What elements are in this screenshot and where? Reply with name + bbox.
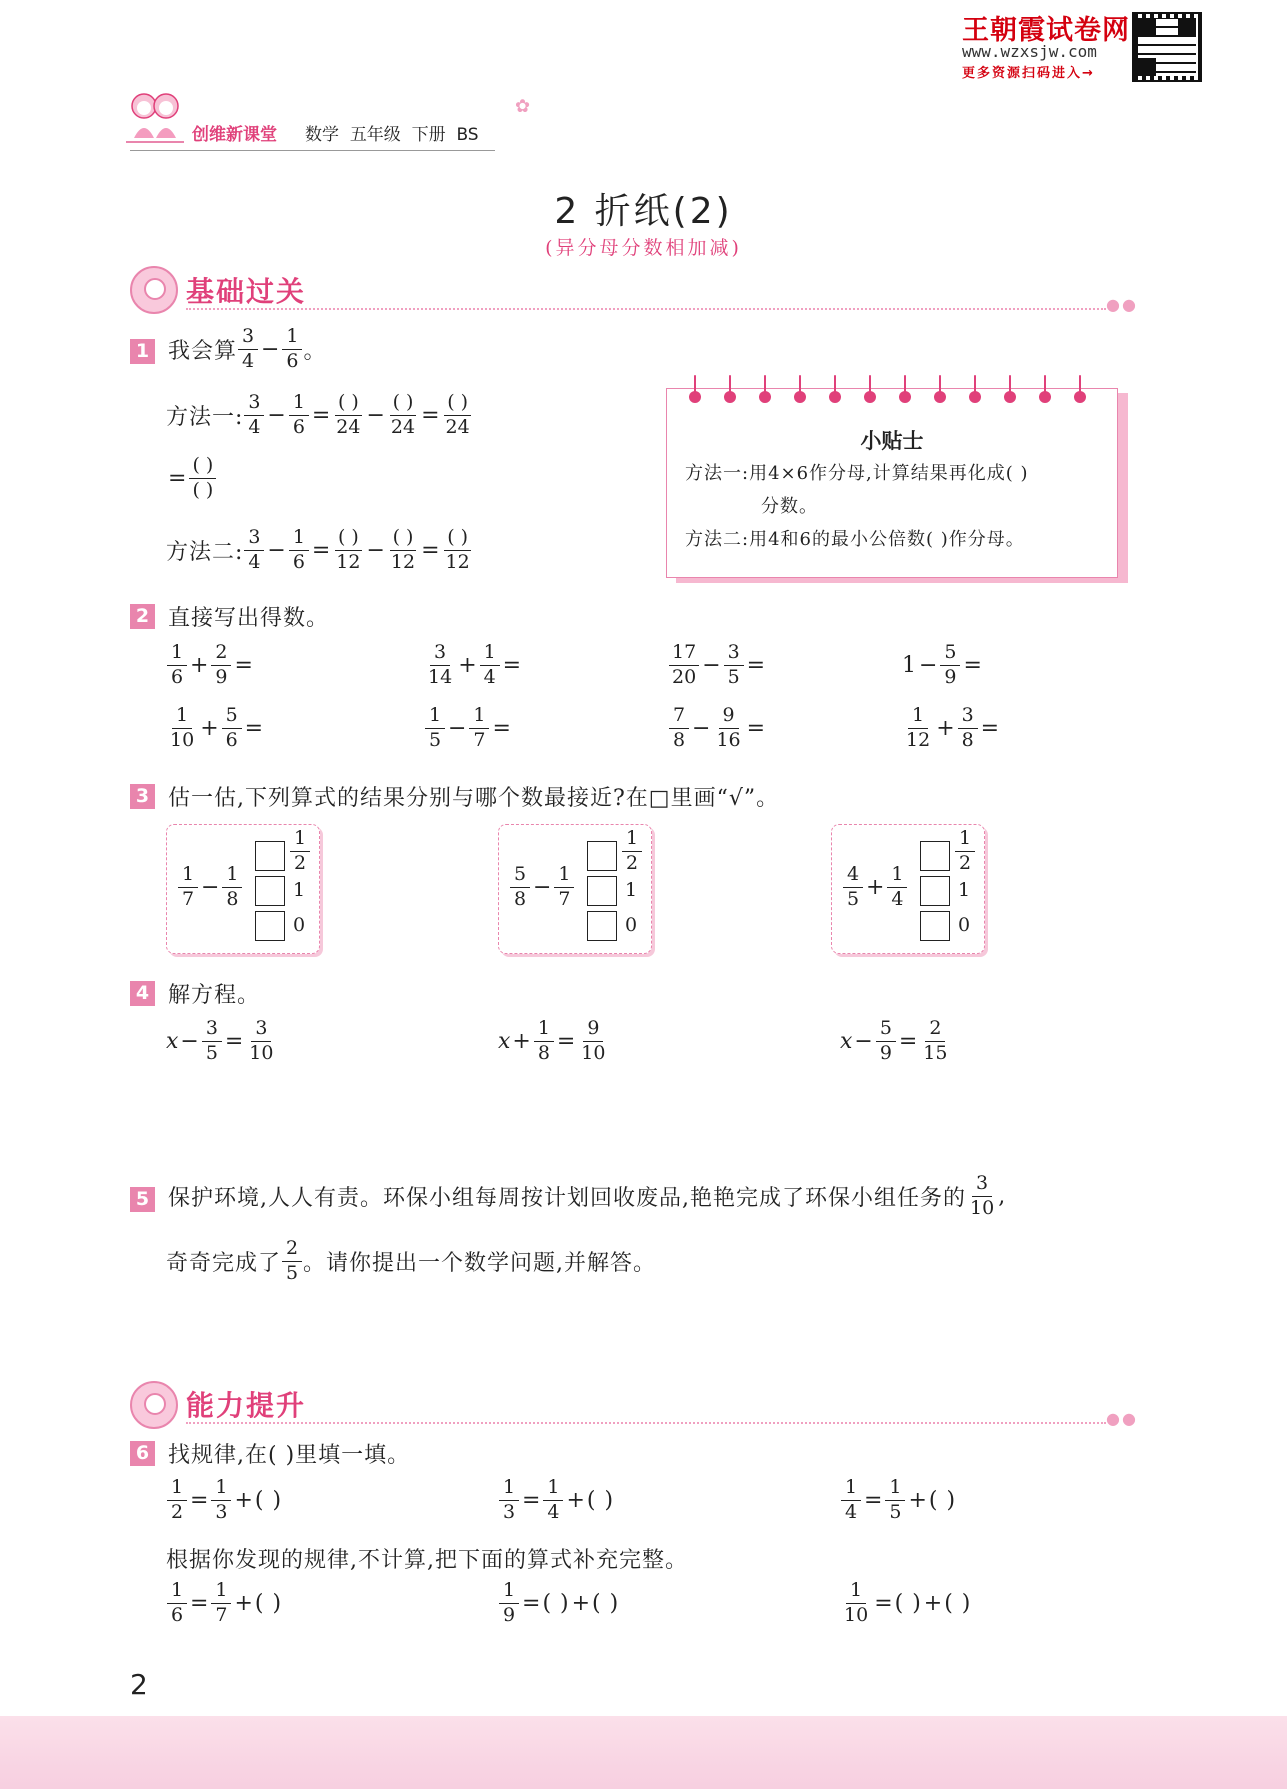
q2-item[interactable]	[902, 643, 984, 688]
section-badge-icon	[130, 266, 178, 314]
option-half	[621, 829, 643, 874]
check-box-zero[interactable]	[587, 911, 617, 941]
edition: BS	[456, 125, 479, 145]
fraction: $\frac{2}{15}$	[923, 1017, 948, 1064]
q2-item[interactable]	[668, 643, 767, 688]
fraction: $\frac{1}{5}$	[425, 706, 445, 751]
operator-sign: +	[200, 715, 219, 741]
answer-blank[interactable]: $\frac{( )}{24}$	[336, 391, 361, 438]
ring-icon	[724, 375, 736, 405]
estimate-expression	[177, 865, 243, 910]
q6-text: 找规律,在( )里填一填。	[168, 1443, 411, 1468]
section-advanced-title: 能力提升	[186, 1389, 307, 1422]
minus-sign: −	[366, 402, 385, 428]
page-title: 2 折纸(2)	[554, 191, 733, 232]
ring-icon	[829, 375, 841, 405]
check-box-one[interactable]	[920, 876, 950, 906]
check-box-zero[interactable]	[920, 911, 950, 941]
q2-item[interactable]	[668, 706, 767, 751]
q2-item[interactable]	[424, 706, 513, 751]
operator-sign: −	[201, 874, 220, 900]
series-name: 创维新课堂	[192, 125, 277, 145]
estimate-expression	[509, 865, 575, 910]
fraction: $\frac{1}{2}$	[955, 829, 975, 874]
operator-sign: +	[190, 652, 209, 678]
fraction: $\frac{1}{2}$	[622, 829, 642, 874]
fraction: $\frac{5}{8}$	[510, 865, 530, 910]
fraction: $\frac{1}{10}$	[844, 1579, 869, 1626]
section-badge-icon	[130, 1381, 178, 1429]
equation[interactable]	[498, 1019, 609, 1064]
fraction: $\frac{17}{20}$	[669, 643, 699, 688]
ring-icon	[794, 375, 806, 405]
answer-blank[interactable]: ( )	[254, 1487, 283, 1513]
answer-blank[interactable]: $\frac{( )}{24}$	[445, 391, 470, 438]
q5-text-2: 奇奇完成了	[166, 1250, 282, 1276]
minus-sign: −	[267, 537, 286, 563]
check-box-half[interactable]	[587, 841, 617, 871]
fraction: $\frac{5}{9}$	[876, 1019, 896, 1064]
fraction: $\frac{1}{2}$	[167, 1478, 187, 1523]
ring-icon	[689, 375, 701, 405]
fraction: $\frac{3}{4}$	[244, 393, 264, 438]
section-basic-title: 基础过关	[186, 275, 307, 308]
fraction: $\frac{1}{4}$	[543, 1478, 563, 1523]
ring-icon	[899, 375, 911, 405]
fraction: $\frac{3}{4}$	[244, 528, 264, 573]
ring-icon	[759, 375, 771, 405]
pattern-equation	[840, 1478, 956, 1523]
equation[interactable]	[840, 1019, 951, 1064]
fraction: $\frac{1}{4}$	[480, 643, 500, 688]
q2-item[interactable]	[166, 706, 265, 751]
q5-text-3: 。请你提出一个数学问题,并解答。	[303, 1250, 657, 1276]
equals-sign: =	[522, 1487, 541, 1513]
q2-text: 直接写出得数。	[168, 606, 330, 631]
fraction: $\frac{3}{8}$	[958, 706, 978, 751]
completion-equation	[840, 1581, 971, 1626]
operator-sign: +	[458, 652, 477, 678]
flower-icon: ✿	[515, 96, 531, 117]
brand-more[interactable]: 更多资源扫码进入→	[962, 66, 1095, 81]
fraction: $\frac{1}{6}$	[167, 643, 187, 688]
q2-item[interactable]	[902, 706, 1001, 751]
variable-x: x	[498, 1028, 511, 1054]
fraction: $\frac{2}{5}$	[282, 1239, 302, 1284]
period: 。	[303, 338, 327, 364]
kids-mascot-icon	[126, 88, 186, 150]
q4-text: 解方程。	[168, 983, 261, 1008]
option-zero: 0	[625, 914, 638, 936]
fraction: $\frac{1}{8}$	[222, 865, 242, 910]
method-two-label: 方法二:	[166, 539, 244, 565]
fraction: $\frac{5}{6}$	[222, 706, 242, 751]
variable-x: x	[840, 1028, 853, 1054]
operator-sign: +	[866, 874, 885, 900]
check-box-one[interactable]	[587, 876, 617, 906]
option-one: 1	[958, 879, 971, 901]
plus-sign: +	[234, 1487, 253, 1513]
equals-sign: =	[864, 1487, 883, 1513]
option-half	[954, 829, 976, 874]
grade: 五年级	[349, 125, 401, 145]
subject: 数学	[305, 125, 339, 145]
answer-blank[interactable]: $\frac{( )}{12}$	[336, 526, 361, 573]
fraction: $\frac{3}{5}$	[724, 643, 744, 688]
dots-decoration-icon: ●●	[1106, 295, 1138, 314]
answer-blank[interactable]: ( )	[586, 1487, 615, 1513]
fraction: $\frac{9}{10}$	[581, 1017, 606, 1064]
equals-sign: =	[168, 465, 187, 491]
fraction: $\frac{3}{10}$	[970, 1172, 995, 1219]
fraction: $\frac{3}{5}$	[202, 1019, 222, 1064]
fraction: $\frac{1}{7}$	[469, 706, 489, 751]
option-one: 1	[625, 879, 638, 901]
brand-url[interactable]: www.wzxsjw.com	[962, 42, 1097, 61]
question-number: 5	[130, 1187, 155, 1212]
option-one: 1	[293, 879, 306, 901]
ring-icon	[969, 375, 981, 405]
q1-text: 我会算	[168, 338, 238, 364]
tip-line-1: 方法一:用4×6作分母,计算结果再化成( )	[685, 463, 1029, 484]
operator-sign: −	[533, 874, 552, 900]
answer-blank[interactable]: ( )	[592, 1590, 620, 1616]
equals-sign: =	[898, 1028, 918, 1054]
operator-sign: −	[180, 1028, 199, 1054]
fraction: $\frac{5}{9}$	[940, 643, 960, 688]
answer-blank[interactable]: $\frac{( )}{24}$	[390, 391, 416, 438]
equals-sign: =	[556, 1028, 576, 1054]
fraction: $\frac{1}{4}$	[841, 1478, 861, 1523]
operator-sign: −	[692, 715, 711, 741]
fraction: $\frac{7}{8}$	[669, 706, 689, 751]
fraction: $\frac{1}{7}$	[211, 1581, 231, 1626]
estimate-box	[831, 824, 985, 954]
fraction: $\frac{1}{6}$	[289, 393, 309, 438]
equals-sign: =	[492, 715, 511, 741]
book-info	[305, 120, 479, 145]
check-box-zero[interactable]	[255, 911, 285, 941]
fraction: $\frac{1}{10}$	[170, 704, 195, 751]
equals-sign: =	[234, 652, 253, 678]
completion-equation	[498, 1581, 619, 1626]
comma: ,	[998, 1183, 1007, 1209]
fraction: $\frac{1}{6}$	[282, 327, 302, 372]
answer-blank[interactable]: ( )	[928, 1487, 957, 1513]
completion-equation	[166, 1581, 282, 1626]
header-rule	[130, 150, 495, 151]
q1-method-one	[166, 393, 474, 438]
question-number: 4	[130, 981, 155, 1006]
estimate-expression	[842, 865, 908, 910]
answer-blank[interactable]: $\frac{( )}{12}$	[445, 526, 470, 573]
q5-line-2	[166, 1239, 656, 1284]
section-divider	[186, 308, 1106, 310]
q1-prompt	[168, 327, 326, 372]
plus-sign: +	[908, 1487, 927, 1513]
minus-sign: −	[366, 537, 385, 563]
ring-icon	[934, 375, 946, 405]
answer-blank[interactable]: ( )	[944, 1590, 972, 1616]
q5-text-1: 保护环境,人人有责。环保小组每周按计划回收废品,艳艳完成了环保小组任务的	[168, 1185, 966, 1211]
fraction: $\frac{1}{6}$	[289, 528, 309, 573]
equals-sign: =	[746, 715, 766, 741]
operator-sign: −	[854, 1028, 873, 1054]
ring-icon	[1039, 375, 1051, 405]
operator-sign: +	[512, 1028, 531, 1054]
equals-sign: =	[244, 715, 264, 741]
equals-sign: =	[963, 652, 982, 678]
qr-code-icon[interactable]	[1132, 12, 1202, 82]
question-number: 6	[130, 1441, 155, 1466]
q1-method-two	[166, 528, 474, 573]
equals-sign: =	[190, 1590, 209, 1616]
volume: 下册	[411, 125, 446, 145]
fraction: $\frac{1}{12}$	[906, 704, 931, 751]
equals-sign: =	[980, 715, 1000, 741]
equals-sign: =	[311, 402, 331, 428]
estimate-box	[498, 824, 652, 954]
ring-icon	[864, 375, 876, 405]
section-divider	[186, 1422, 1106, 1424]
ring-icon	[1004, 375, 1016, 405]
fraction: $\frac{2}{9}$	[211, 643, 231, 688]
equals-sign: =	[522, 1590, 541, 1616]
whole-number: 1	[902, 652, 917, 678]
pattern-equation	[166, 1478, 282, 1523]
fraction: $\frac{3}{10}$	[249, 1017, 274, 1064]
equals-sign: =	[311, 537, 331, 563]
equals-sign: =	[874, 1590, 893, 1616]
fraction: $\frac{1}{3}$	[211, 1478, 231, 1523]
answer-blank[interactable]: ( )	[254, 1590, 283, 1616]
plus-sign: +	[566, 1487, 585, 1513]
check-box-half[interactable]	[920, 841, 950, 871]
fraction: $\frac{1}{5}$	[885, 1478, 905, 1523]
q3-text: 估一估,下列算式的结果分别与哪个数最接近?在□里画“√”。	[168, 786, 780, 811]
plus-sign: +	[923, 1590, 943, 1616]
fraction: $\frac{1}{6}$	[167, 1581, 187, 1626]
option-zero: 0	[958, 914, 971, 936]
ring-icon	[1074, 375, 1086, 405]
tip-line-3: 方法二:用4和6的最小公倍数( )作分母。	[685, 529, 1025, 550]
dots-decoration-icon: ●●	[1106, 1409, 1138, 1428]
fraction: $\frac{3}{4}$	[238, 327, 258, 372]
plus-sign: +	[571, 1590, 591, 1616]
pattern-equation	[498, 1478, 614, 1523]
estimate-box	[166, 824, 320, 954]
plus-sign: +	[234, 1590, 253, 1616]
fraction: $\frac{1}{9}$	[499, 1581, 519, 1626]
bottom-band	[0, 1716, 1287, 1789]
q5-line-1	[168, 1174, 1006, 1219]
option-zero: 0	[293, 914, 306, 936]
page-number: 2	[130, 1668, 148, 1701]
equation[interactable]	[166, 1019, 277, 1064]
equals-sign: =	[421, 402, 440, 428]
operator-sign: −	[919, 652, 938, 678]
equals-sign: =	[224, 1028, 244, 1054]
operator-sign: −	[702, 652, 721, 678]
fraction: $\frac{1}{7}$	[178, 865, 198, 910]
operator-sign: −	[448, 715, 467, 741]
fraction: $\frac{1}{4}$	[887, 865, 907, 910]
question-number: 1	[130, 339, 155, 364]
page-subtitle: (异分母分数相加减)	[545, 237, 742, 259]
equals-sign: =	[421, 537, 440, 563]
q1-method-one-result	[166, 456, 217, 501]
minus-sign: −	[267, 402, 286, 428]
answer-blank[interactable]: $\frac{( )}{12}$	[390, 526, 416, 573]
fraction: $\frac{1}{8}$	[534, 1019, 554, 1064]
equals-sign: =	[190, 1487, 209, 1513]
operator-sign: +	[936, 715, 955, 741]
check-box-one[interactable]	[255, 876, 285, 906]
answer-blank[interactable]: $\frac{( )}{( )}$	[189, 456, 216, 501]
equals-sign: =	[502, 652, 522, 678]
fraction: $\frac{3}{14}$	[428, 641, 453, 688]
tip-rings	[689, 375, 1086, 405]
question-number: 2	[130, 604, 155, 629]
answer-blank[interactable]: ( )	[894, 1590, 922, 1616]
brand-logo: 王朝霞试卷网	[962, 15, 1130, 46]
method-one-label: 方法一:	[166, 404, 244, 430]
check-box-half[interactable]	[255, 841, 285, 871]
minus-sign: −	[261, 336, 280, 362]
fraction: $\frac{9}{16}$	[716, 704, 741, 751]
option-half	[289, 829, 311, 874]
tip-line-2: 分数。	[761, 496, 818, 517]
fraction: $\frac{4}{5}$	[843, 865, 863, 910]
q2-item[interactable]	[166, 643, 255, 688]
fraction: $\frac{1}{2}$	[290, 829, 310, 874]
tip-title: 小贴士	[860, 429, 924, 453]
q2-item[interactable]	[424, 643, 523, 688]
tip-box	[666, 388, 1118, 578]
q6-rule-text: 根据你发现的规律,不计算,把下面的算式补充完整。	[166, 1548, 688, 1573]
fraction: $\frac{1}{3}$	[499, 1478, 519, 1523]
fraction: $\frac{1}{7}$	[554, 865, 574, 910]
question-number: 3	[130, 784, 155, 809]
variable-x: x	[166, 1028, 179, 1054]
equals-sign: =	[746, 652, 766, 678]
answer-blank[interactable]: ( )	[542, 1590, 570, 1616]
